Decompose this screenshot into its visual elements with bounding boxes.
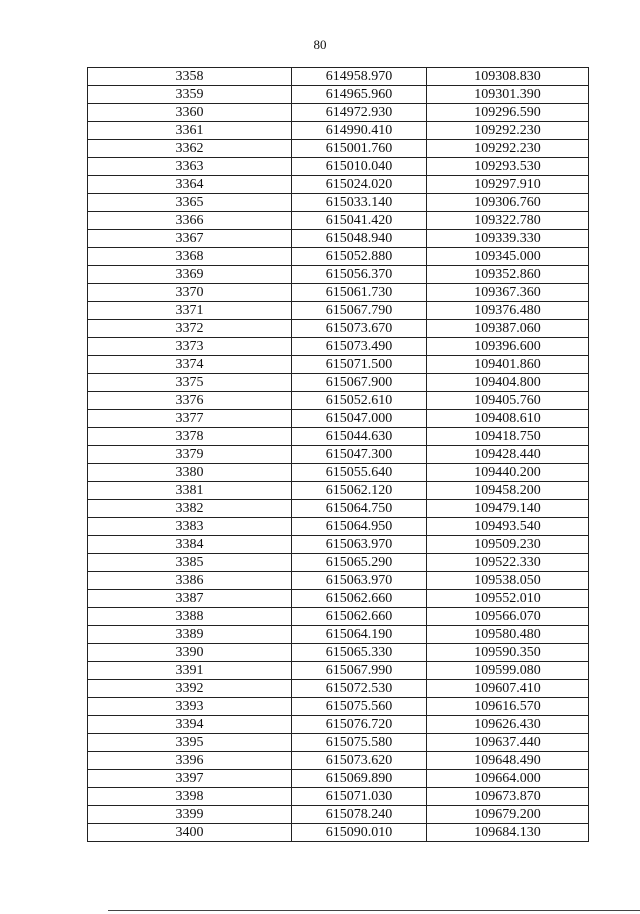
- x-coordinate-cell: 615071.030: [292, 788, 427, 806]
- y-coordinate-cell: 109301.390: [427, 86, 589, 104]
- point-number-cell: 3387: [88, 590, 292, 608]
- table-row: [88, 266, 589, 284]
- bottom-rule: [108, 910, 640, 911]
- y-coordinate-cell: 109308.830: [427, 68, 589, 86]
- y-coordinate-cell: 109440.200: [427, 464, 589, 482]
- y-coordinate-cell: 109458.200: [427, 482, 589, 500]
- point-number-cell: 3368: [88, 248, 292, 266]
- point-number-cell: 3397: [88, 770, 292, 788]
- y-coordinate-cell: 109367.360: [427, 284, 589, 302]
- point-number-cell: 3384: [88, 536, 292, 554]
- table-row: [88, 338, 589, 356]
- y-coordinate-cell: 109580.480: [427, 626, 589, 644]
- x-coordinate-cell: 615064.950: [292, 518, 427, 536]
- point-number-cell: 3378: [88, 428, 292, 446]
- point-number-cell: 3377: [88, 410, 292, 428]
- table-row: [88, 770, 589, 788]
- table-row: [88, 212, 589, 230]
- point-number-cell: 3396: [88, 752, 292, 770]
- table-row: [88, 464, 589, 482]
- x-coordinate-cell: 615073.620: [292, 752, 427, 770]
- table-row: [88, 644, 589, 662]
- point-number-cell: 3385: [88, 554, 292, 572]
- x-coordinate-cell: 614965.960: [292, 86, 427, 104]
- x-coordinate-cell: 615073.490: [292, 338, 427, 356]
- point-number-cell: 3365: [88, 194, 292, 212]
- point-number-cell: 3400: [88, 824, 292, 842]
- y-coordinate-cell: 109509.230: [427, 536, 589, 554]
- point-number-cell: 3369: [88, 266, 292, 284]
- table-row: [88, 716, 589, 734]
- point-number-cell: 3370: [88, 284, 292, 302]
- x-coordinate-cell: 614990.410: [292, 122, 427, 140]
- coordinates-table-container: [87, 67, 588, 842]
- point-number-cell: 3388: [88, 608, 292, 626]
- table-row: [88, 554, 589, 572]
- x-coordinate-cell: 615048.940: [292, 230, 427, 248]
- table-row: [88, 446, 589, 464]
- y-coordinate-cell: 109387.060: [427, 320, 589, 338]
- table-row: [88, 86, 589, 104]
- x-coordinate-cell: 615047.300: [292, 446, 427, 464]
- x-coordinate-cell: 615073.670: [292, 320, 427, 338]
- x-coordinate-cell: 614958.970: [292, 68, 427, 86]
- x-coordinate-cell: 615010.040: [292, 158, 427, 176]
- point-number-cell: 3376: [88, 392, 292, 410]
- point-number-cell: 3359: [88, 86, 292, 104]
- x-coordinate-cell: 615061.730: [292, 284, 427, 302]
- point-number-cell: 3360: [88, 104, 292, 122]
- y-coordinate-cell: 109345.000: [427, 248, 589, 266]
- point-number-cell: 3366: [88, 212, 292, 230]
- x-coordinate-cell: 614972.930: [292, 104, 427, 122]
- x-coordinate-cell: 615001.760: [292, 140, 427, 158]
- y-coordinate-cell: 109339.330: [427, 230, 589, 248]
- table-row: [88, 68, 589, 86]
- table-row: [88, 374, 589, 392]
- x-coordinate-cell: 615052.880: [292, 248, 427, 266]
- table-row: [88, 122, 589, 140]
- table-row: [88, 482, 589, 500]
- table-row: [88, 392, 589, 410]
- table-row: [88, 806, 589, 824]
- x-coordinate-cell: 615072.530: [292, 680, 427, 698]
- point-number-cell: 3364: [88, 176, 292, 194]
- table-row: [88, 536, 589, 554]
- y-coordinate-cell: 109616.570: [427, 698, 589, 716]
- point-number-cell: 3391: [88, 662, 292, 680]
- x-coordinate-cell: 615033.140: [292, 194, 427, 212]
- y-coordinate-cell: 109297.910: [427, 176, 589, 194]
- y-coordinate-cell: 109418.750: [427, 428, 589, 446]
- point-number-cell: 3372: [88, 320, 292, 338]
- point-number-cell: 3362: [88, 140, 292, 158]
- table-row: [88, 518, 589, 536]
- y-coordinate-cell: 109428.440: [427, 446, 589, 464]
- y-coordinate-cell: 109296.590: [427, 104, 589, 122]
- table-row: [88, 500, 589, 518]
- table-row: [88, 140, 589, 158]
- table-row: [88, 158, 589, 176]
- y-coordinate-cell: 109590.350: [427, 644, 589, 662]
- x-coordinate-cell: 615090.010: [292, 824, 427, 842]
- point-number-cell: 3381: [88, 482, 292, 500]
- x-coordinate-cell: 615075.580: [292, 734, 427, 752]
- y-coordinate-cell: 109648.490: [427, 752, 589, 770]
- y-coordinate-cell: 109396.600: [427, 338, 589, 356]
- x-coordinate-cell: 615062.120: [292, 482, 427, 500]
- x-coordinate-cell: 615063.970: [292, 536, 427, 554]
- point-number-cell: 3390: [88, 644, 292, 662]
- point-number-cell: 3367: [88, 230, 292, 248]
- point-number-cell: 3380: [88, 464, 292, 482]
- y-coordinate-cell: 109405.760: [427, 392, 589, 410]
- table-row: [88, 824, 589, 842]
- x-coordinate-cell: 615076.720: [292, 716, 427, 734]
- y-coordinate-cell: 109479.140: [427, 500, 589, 518]
- table-row: [88, 752, 589, 770]
- table-row: [88, 590, 589, 608]
- coordinates-table-body: [88, 68, 589, 842]
- y-coordinate-cell: 109292.230: [427, 122, 589, 140]
- y-coordinate-cell: 109566.070: [427, 608, 589, 626]
- y-coordinate-cell: 109352.860: [427, 266, 589, 284]
- x-coordinate-cell: 615064.190: [292, 626, 427, 644]
- point-number-cell: 3389: [88, 626, 292, 644]
- x-coordinate-cell: 615041.420: [292, 212, 427, 230]
- table-row: [88, 428, 589, 446]
- y-coordinate-cell: 109538.050: [427, 572, 589, 590]
- point-number-cell: 3379: [88, 446, 292, 464]
- y-coordinate-cell: 109664.000: [427, 770, 589, 788]
- point-number-cell: 3394: [88, 716, 292, 734]
- table-row: [88, 626, 589, 644]
- x-coordinate-cell: 615067.790: [292, 302, 427, 320]
- table-row: [88, 320, 589, 338]
- x-coordinate-cell: 615063.970: [292, 572, 427, 590]
- x-coordinate-cell: 615047.000: [292, 410, 427, 428]
- point-number-cell: 3392: [88, 680, 292, 698]
- table-row: [88, 104, 589, 122]
- y-coordinate-cell: 109673.870: [427, 788, 589, 806]
- point-number-cell: 3383: [88, 518, 292, 536]
- table-row: [88, 194, 589, 212]
- y-coordinate-cell: 109552.010: [427, 590, 589, 608]
- table-row: [88, 356, 589, 374]
- y-coordinate-cell: 109292.230: [427, 140, 589, 158]
- table-row: [88, 698, 589, 716]
- x-coordinate-cell: 615065.290: [292, 554, 427, 572]
- table-row: [88, 608, 589, 626]
- point-number-cell: 3374: [88, 356, 292, 374]
- x-coordinate-cell: 615064.750: [292, 500, 427, 518]
- table-row: [88, 788, 589, 806]
- x-coordinate-cell: 615055.640: [292, 464, 427, 482]
- y-coordinate-cell: 109679.200: [427, 806, 589, 824]
- point-number-cell: 3363: [88, 158, 292, 176]
- point-number-cell: 3375: [88, 374, 292, 392]
- y-coordinate-cell: 109293.530: [427, 158, 589, 176]
- point-number-cell: 3358: [88, 68, 292, 86]
- table-row: [88, 176, 589, 194]
- x-coordinate-cell: 615052.610: [292, 392, 427, 410]
- point-number-cell: 3395: [88, 734, 292, 752]
- x-coordinate-cell: 615071.500: [292, 356, 427, 374]
- y-coordinate-cell: 109637.440: [427, 734, 589, 752]
- table-row: [88, 248, 589, 266]
- y-coordinate-cell: 109684.130: [427, 824, 589, 842]
- table-row: [88, 284, 589, 302]
- x-coordinate-cell: 615067.900: [292, 374, 427, 392]
- y-coordinate-cell: 109322.780: [427, 212, 589, 230]
- point-number-cell: 3382: [88, 500, 292, 518]
- y-coordinate-cell: 109401.860: [427, 356, 589, 374]
- x-coordinate-cell: 615062.660: [292, 608, 427, 626]
- point-number-cell: 3399: [88, 806, 292, 824]
- table-row: [88, 662, 589, 680]
- x-coordinate-cell: 615065.330: [292, 644, 427, 662]
- table-row: [88, 230, 589, 248]
- x-coordinate-cell: 615067.990: [292, 662, 427, 680]
- x-coordinate-cell: 615062.660: [292, 590, 427, 608]
- point-number-cell: 3361: [88, 122, 292, 140]
- table-row: [88, 410, 589, 428]
- y-coordinate-cell: 109408.610: [427, 410, 589, 428]
- point-number-cell: 3386: [88, 572, 292, 590]
- table-row: [88, 734, 589, 752]
- x-coordinate-cell: 615078.240: [292, 806, 427, 824]
- coordinates-table: [87, 67, 589, 842]
- y-coordinate-cell: 109404.800: [427, 374, 589, 392]
- y-coordinate-cell: 109306.760: [427, 194, 589, 212]
- x-coordinate-cell: 615056.370: [292, 266, 427, 284]
- x-coordinate-cell: 615075.560: [292, 698, 427, 716]
- point-number-cell: 3373: [88, 338, 292, 356]
- x-coordinate-cell: 615044.630: [292, 428, 427, 446]
- table-row: [88, 572, 589, 590]
- table-row: [88, 680, 589, 698]
- x-coordinate-cell: 615069.890: [292, 770, 427, 788]
- y-coordinate-cell: 109376.480: [427, 302, 589, 320]
- page-number: 80: [313, 37, 327, 52]
- y-coordinate-cell: 109599.080: [427, 662, 589, 680]
- point-number-cell: 3398: [88, 788, 292, 806]
- point-number-cell: 3393: [88, 698, 292, 716]
- y-coordinate-cell: 109493.540: [427, 518, 589, 536]
- table-row: [88, 302, 589, 320]
- point-number-cell: 3371: [88, 302, 292, 320]
- y-coordinate-cell: 109607.410: [427, 680, 589, 698]
- x-coordinate-cell: 615024.020: [292, 176, 427, 194]
- y-coordinate-cell: 109522.330: [427, 554, 589, 572]
- y-coordinate-cell: 109626.430: [427, 716, 589, 734]
